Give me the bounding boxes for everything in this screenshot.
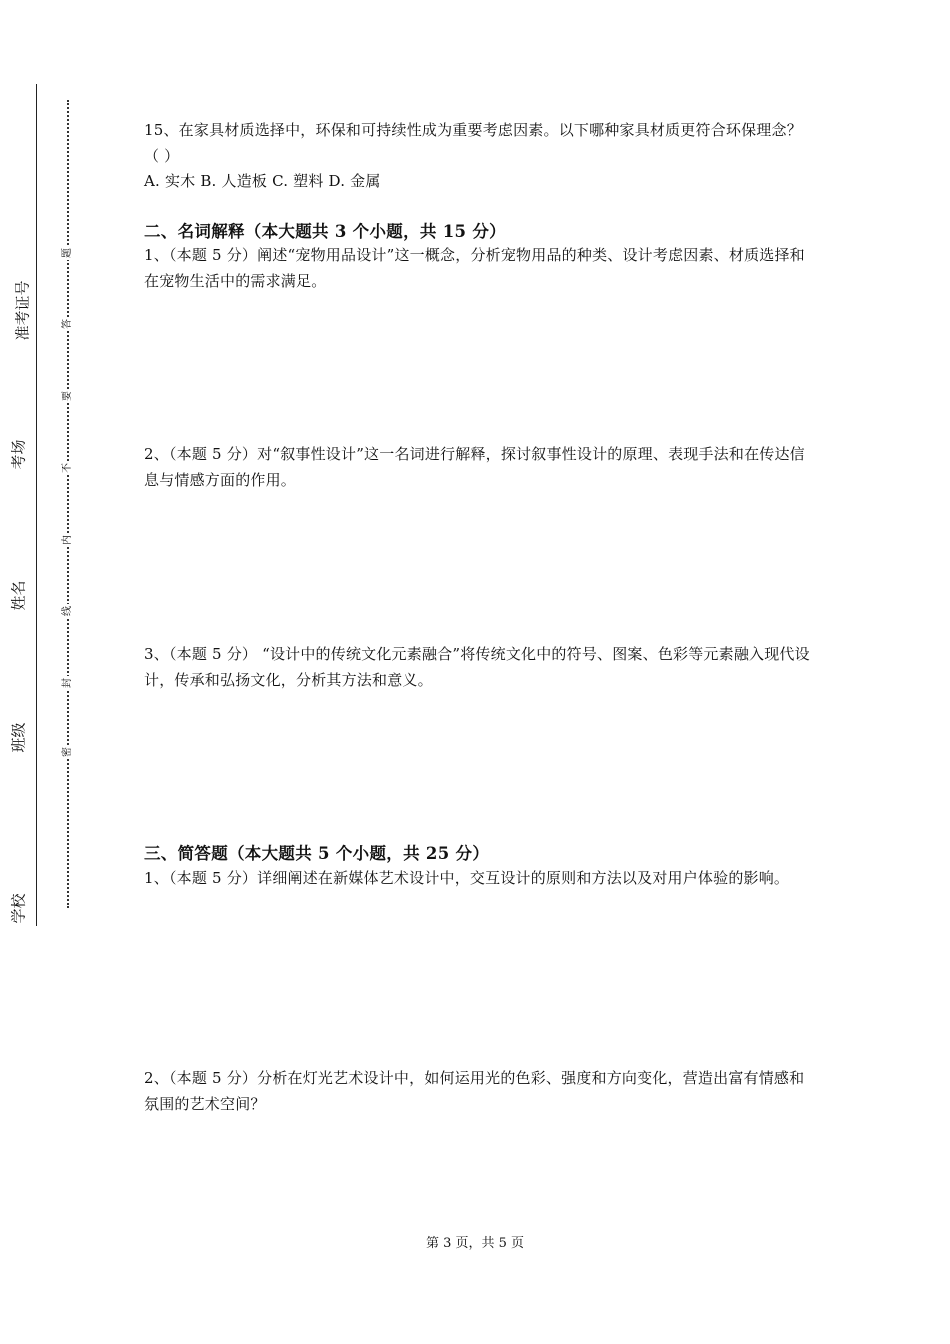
binding-solid-line: [36, 84, 37, 926]
seal-char: 线: [62, 606, 73, 616]
seal-char: 不: [62, 463, 73, 473]
seal-char: 内: [62, 535, 73, 545]
field-label-class: 班级: [9, 722, 28, 753]
seal-char: 题: [62, 248, 73, 258]
section-3-question-1: 1、（本题 5 分）详细阐述在新媒体艺术设计中，交互设计的原则和方法以及对用户体验的影响。: [144, 869, 790, 887]
seal-char: 封: [62, 678, 73, 688]
question-15-text: 15、在家具材质选择中，环保和可持续性成为重要考虑因素。以下哪种家具材质更符合环保理念？（ ）: [144, 121, 802, 165]
section-3-title: 三、简答题（本大题共 5 个小题，共 25 分）: [144, 844, 490, 863]
section-2-title: 二、名词解释（本大题共 3 个小题，共 15 分）: [144, 222, 506, 241]
section-2-question-2: 2、（本题 5 分）对“叙事性设计”这一名词进行解释，探讨叙事性设计的原理、表现手法和在传达信息与情感方面的作用。: [144, 445, 805, 489]
seal-char: 密: [62, 747, 73, 757]
section-3-question-2: 2、（本题 5 分）分析在灯光艺术设计中，如何运用光的色彩、强度和方向变化，营造出富有情感和氛围的艺术空间？: [144, 1069, 805, 1113]
field-label-exam-number: 准考证号: [13, 280, 32, 341]
seal-char: 答: [62, 319, 73, 329]
field-label-exam-room: 考场: [9, 439, 28, 470]
question-15-options: A. 实木 B. 人造板 C. 塑料 D. 金属: [144, 172, 381, 190]
binding-dotted-line: [67, 100, 69, 908]
field-label-name: 姓名: [9, 580, 28, 611]
seal-char: 要: [62, 391, 73, 401]
page-footer: 第 3 页，共 5 页: [425, 1236, 525, 1251]
field-label-school: 学校: [9, 893, 28, 924]
section-2-question-3: 3、（本题 5 分） “设计中的传统文化元素融合”将传统文化中的符号、图案、色彩等元素融入现代设计，传承和弘扬文化，分析其方法和意义。: [144, 645, 810, 689]
section-2-question-1: 1、（本题 5 分）阐述“宠物用品设计”这一概念，分析宠物用品的种类、设计考虑因素、材质选择和在宠物生活中的需求满足。: [144, 246, 805, 290]
